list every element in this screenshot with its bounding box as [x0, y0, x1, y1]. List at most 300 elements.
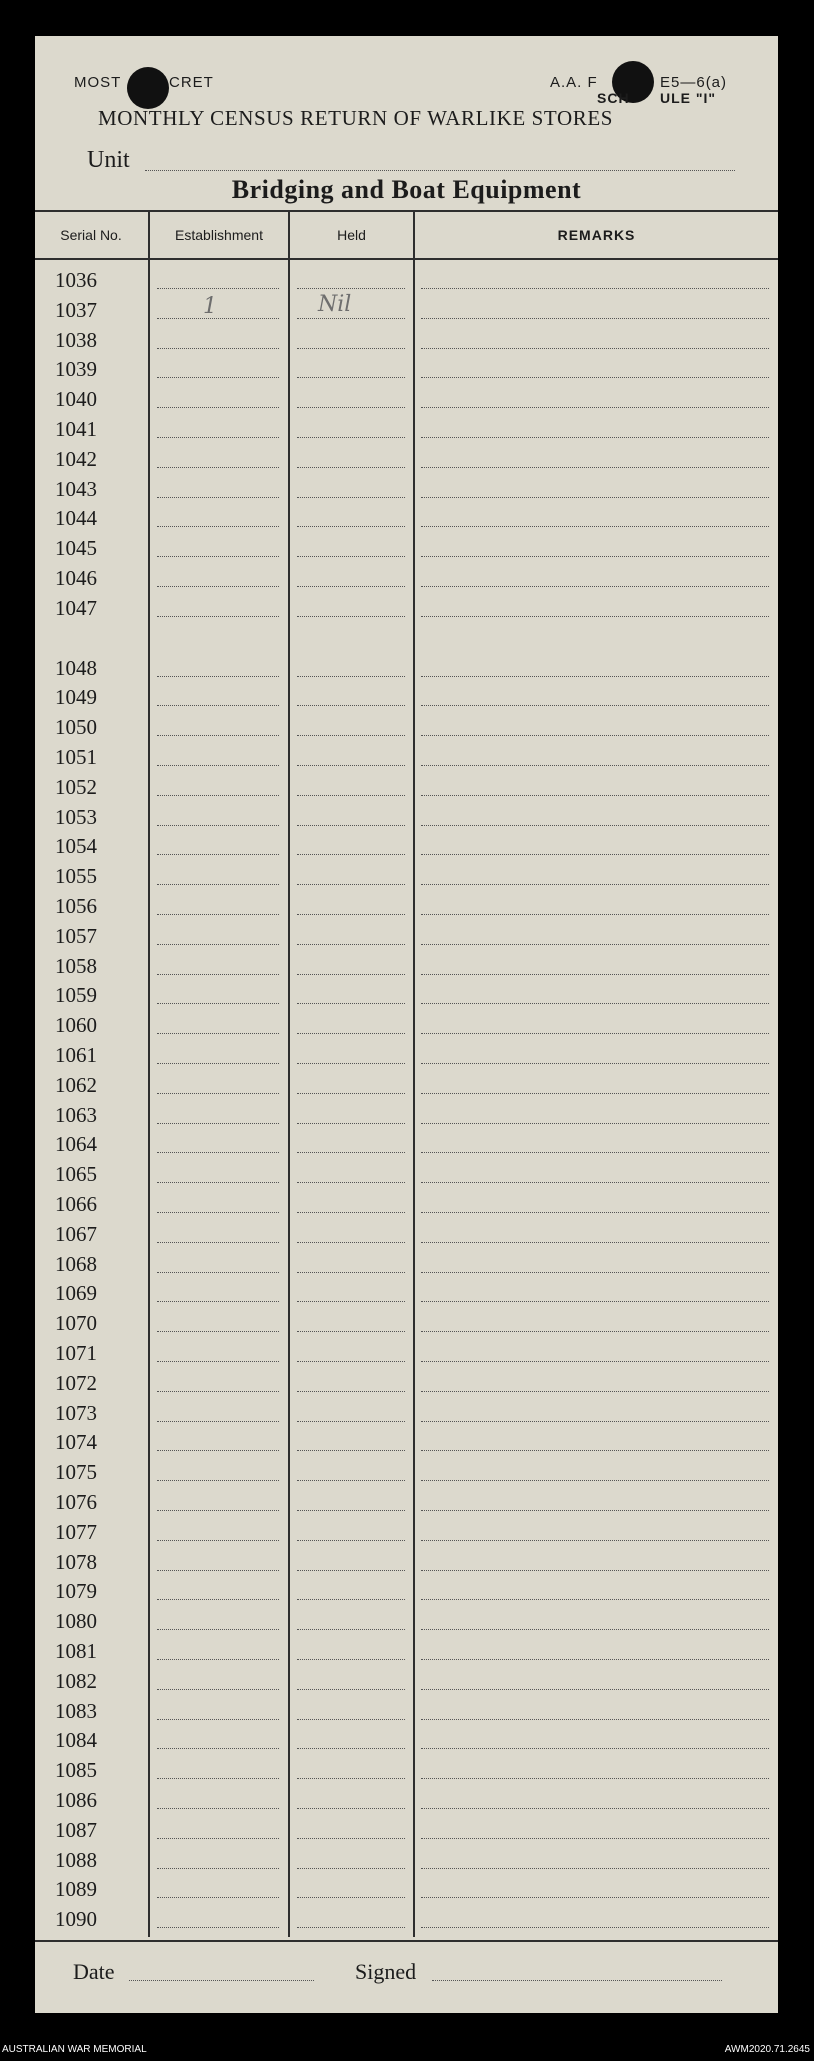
table-row: [35, 924, 778, 954]
establishment-field[interactable]: [157, 884, 279, 885]
serial-number: 1055: [55, 864, 97, 889]
held-field[interactable]: [297, 586, 405, 587]
held-field[interactable]: [297, 1540, 405, 1541]
establishment-field[interactable]: [157, 377, 279, 378]
table-row: [35, 328, 778, 358]
serial-number: 1051: [55, 745, 97, 769]
held-field[interactable]: [297, 1421, 405, 1422]
table-row: [35, 1222, 778, 1252]
held-field[interactable]: [297, 1659, 405, 1660]
serial-number: 1087: [55, 1817, 97, 1842]
remarks-field[interactable]: [421, 914, 769, 915]
table-bottom-rule: [35, 1940, 778, 1942]
held-field[interactable]: [297, 854, 405, 855]
serial-number: 1068: [55, 1251, 97, 1276]
remarks-field[interactable]: [421, 1123, 769, 1124]
serial-number: 1052: [55, 774, 97, 799]
establishment-field[interactable]: [157, 1719, 279, 1720]
serial-number: 1059: [55, 983, 97, 1008]
establishment-field[interactable]: [157, 1510, 279, 1511]
remarks-field[interactable]: [421, 497, 769, 498]
establishment-field[interactable]: [157, 944, 279, 945]
establishment-field[interactable]: [157, 705, 279, 706]
table-row: [35, 805, 778, 835]
serial-number: 1088: [55, 1847, 97, 1872]
held-field[interactable]: [297, 497, 405, 498]
remarks-field[interactable]: [421, 437, 769, 438]
serial-number: 1069: [55, 1281, 97, 1306]
serial-number: 1066: [55, 1192, 97, 1216]
remarks-field[interactable]: [421, 1450, 769, 1451]
remarks-field[interactable]: [421, 1599, 769, 1600]
remarks-field[interactable]: [421, 1927, 769, 1928]
remarks-field[interactable]: [421, 1033, 769, 1034]
held-field[interactable]: [297, 884, 405, 885]
held-field[interactable]: [297, 467, 405, 468]
establishment-field[interactable]: [157, 1748, 279, 1749]
held-field[interactable]: [297, 1331, 405, 1332]
establishment-field[interactable]: [157, 497, 279, 498]
serial-number: 1079: [55, 1579, 97, 1604]
held-field[interactable]: [297, 1152, 405, 1153]
serial-number: 1081: [55, 1639, 97, 1663]
serial-number: 1074: [55, 1430, 97, 1455]
table-row: [35, 894, 778, 924]
establishment-field[interactable]: [157, 1152, 279, 1153]
table-row: [35, 1311, 778, 1341]
caption-right: AWM2020.71.2645: [724, 2044, 810, 2055]
held-field[interactable]: [297, 348, 405, 349]
table-row: [35, 1788, 778, 1818]
column-header-serial: Serial No.: [60, 227, 122, 243]
remarks-field[interactable]: [421, 1480, 769, 1481]
column-header-remarks: REMARKS: [557, 227, 636, 243]
remarks-field[interactable]: [421, 526, 769, 527]
held-field[interactable]: [297, 1897, 405, 1898]
establishment-field[interactable]: [157, 735, 279, 736]
establishment-field[interactable]: [157, 1540, 279, 1541]
table-row: [35, 566, 778, 596]
held-field[interactable]: [297, 705, 405, 706]
held-field[interactable]: [297, 1301, 405, 1302]
held-field[interactable]: [297, 676, 405, 677]
held-field[interactable]: [297, 1599, 405, 1600]
establishment-field[interactable]: [157, 318, 279, 319]
table-row: [35, 1609, 778, 1639]
date-field-line[interactable]: [129, 1980, 314, 1981]
serial-number: 1057: [55, 923, 97, 948]
serial-number: 1072: [55, 1370, 97, 1395]
table-row: [35, 1073, 778, 1103]
remarks-field[interactable]: [421, 616, 769, 617]
table-row: [35, 1192, 778, 1222]
establishment-field[interactable]: [157, 1868, 279, 1869]
held-field[interactable]: [297, 914, 405, 915]
table-row: [35, 1550, 778, 1580]
held-field[interactable]: [297, 735, 405, 736]
held-field[interactable]: [297, 1212, 405, 1213]
table-row: [35, 1281, 778, 1311]
remarks-field[interactable]: [421, 765, 769, 766]
table-row: [35, 1848, 778, 1878]
remarks-field[interactable]: [421, 1748, 769, 1749]
establishment-field[interactable]: [157, 437, 279, 438]
held-field[interactable]: [297, 944, 405, 945]
serial-number: 1086: [55, 1788, 97, 1812]
serial-number: 1042: [55, 446, 97, 471]
table-row: [35, 357, 778, 387]
establishment-field[interactable]: [157, 1421, 279, 1422]
table-row: [35, 685, 778, 715]
table-row: [35, 656, 778, 686]
held-field[interactable]: [297, 1480, 405, 1481]
establishment-field[interactable]: [157, 1212, 279, 1213]
table-row: [35, 1460, 778, 1490]
serial-number: 1056: [55, 894, 97, 918]
held-field[interactable]: [297, 1629, 405, 1630]
form-number-prefix: A.A. F: [550, 74, 598, 91]
serial-number: 1070: [55, 1311, 97, 1336]
remarks-field[interactable]: [421, 944, 769, 945]
serial-number: 1075: [55, 1460, 97, 1485]
serial-number: 1073: [55, 1400, 97, 1425]
held-field[interactable]: [297, 1838, 405, 1839]
establishment-field[interactable]: [157, 1003, 279, 1004]
remarks-field[interactable]: [421, 1391, 769, 1392]
remarks-field[interactable]: [421, 854, 769, 855]
serial-number: 1064: [55, 1132, 97, 1157]
held-field[interactable]: [297, 616, 405, 617]
establishment-field[interactable]: [157, 1093, 279, 1094]
held-field[interactable]: [297, 825, 405, 826]
establishment-field[interactable]: [157, 1361, 279, 1362]
table-row: [35, 1669, 778, 1699]
held-field[interactable]: [297, 1450, 405, 1451]
establishment-field[interactable]: [157, 1629, 279, 1630]
table-row: [35, 1579, 778, 1609]
remarks-field[interactable]: [421, 1689, 769, 1690]
remarks-field[interactable]: [421, 1063, 769, 1064]
table-row: [35, 1728, 778, 1758]
remarks-field[interactable]: [421, 1629, 769, 1630]
table-row: [35, 506, 778, 536]
serial-number: 1080: [55, 1609, 97, 1634]
serial-number: 1078: [55, 1549, 97, 1574]
remarks-field[interactable]: [421, 377, 769, 378]
table-row: [35, 1758, 778, 1788]
held-field[interactable]: [297, 795, 405, 796]
table-row: [35, 1043, 778, 1073]
remarks-field[interactable]: [421, 586, 769, 587]
table-row: [35, 1013, 778, 1043]
serial-number: 1076: [55, 1490, 97, 1514]
remarks-field[interactable]: [421, 1719, 769, 1720]
unit-field-line[interactable]: [145, 170, 735, 171]
table-row: [35, 387, 778, 417]
held-value: Nil: [318, 291, 352, 317]
serial-number: 1090: [55, 1907, 97, 1932]
serial-number: 1067: [55, 1221, 97, 1246]
establishment-field[interactable]: [157, 1331, 279, 1332]
serial-number: 1058: [55, 953, 97, 978]
table-row: [35, 268, 778, 298]
table-row: [35, 291, 778, 328]
held-field[interactable]: [297, 1033, 405, 1034]
remarks-field[interactable]: [421, 1361, 769, 1362]
remarks-field[interactable]: [421, 735, 769, 736]
establishment-field[interactable]: [157, 586, 279, 587]
remarks-field[interactable]: [421, 705, 769, 706]
schedule-suffix: ULE "I": [660, 90, 717, 106]
held-field[interactable]: [297, 318, 405, 319]
establishment-field[interactable]: [157, 765, 279, 766]
held-field[interactable]: [297, 377, 405, 378]
establishment-field[interactable]: [157, 1182, 279, 1183]
punch-hole-left: [127, 67, 169, 109]
serial-number: 1039: [55, 357, 97, 382]
table-row: [35, 1430, 778, 1460]
remarks-field[interactable]: [421, 1808, 769, 1809]
remarks-field[interactable]: [421, 1152, 769, 1153]
held-field[interactable]: [297, 1242, 405, 1243]
remarks-field[interactable]: [421, 1838, 769, 1839]
table-row: [35, 1252, 778, 1282]
serial-number: 1048: [55, 655, 97, 680]
held-field[interactable]: [297, 288, 405, 289]
table-row: [35, 1699, 778, 1729]
table-row: [35, 1639, 778, 1669]
held-field[interactable]: [297, 1808, 405, 1809]
table-row: [35, 1520, 778, 1550]
remarks-field[interactable]: [421, 1778, 769, 1779]
table-row: [35, 745, 778, 775]
serial-number: 1049: [55, 685, 97, 710]
establishment-field[interactable]: [157, 1599, 279, 1600]
establishment-field[interactable]: [157, 1391, 279, 1392]
remarks-field[interactable]: [421, 288, 769, 289]
remarks-field[interactable]: [421, 556, 769, 557]
remarks-field[interactable]: [421, 1242, 769, 1243]
column-header-establishment: Establishment: [175, 227, 263, 243]
serial-number: 1085: [55, 1758, 97, 1783]
establishment-value: 1: [203, 293, 217, 319]
establishment-field[interactable]: [157, 288, 279, 289]
held-field[interactable]: [297, 556, 405, 557]
establishment-field[interactable]: [157, 854, 279, 855]
serial-number: 1040: [55, 387, 97, 412]
establishment-field[interactable]: [157, 1927, 279, 1928]
held-field[interactable]: [297, 1927, 405, 1928]
establishment-field[interactable]: [157, 1242, 279, 1243]
column-header-held: Held: [337, 227, 366, 243]
table-row: [35, 1907, 778, 1937]
table-row: [35, 1132, 778, 1162]
held-field[interactable]: [297, 1570, 405, 1571]
form-number-suffix: E5—6(a): [660, 74, 728, 91]
remarks-field[interactable]: [421, 676, 769, 677]
serial-number: 1041: [55, 417, 97, 441]
table-row: [35, 536, 778, 566]
establishment-field[interactable]: [157, 1778, 279, 1779]
remarks-field[interactable]: [421, 884, 769, 885]
establishment-field[interactable]: [157, 1570, 279, 1571]
held-field[interactable]: [297, 1093, 405, 1094]
remarks-field[interactable]: [421, 1897, 769, 1898]
held-field[interactable]: [297, 1361, 405, 1362]
table-row: [35, 864, 778, 894]
held-field[interactable]: [297, 974, 405, 975]
establishment-field[interactable]: [157, 348, 279, 349]
table-row: [35, 477, 778, 507]
table-header-rule: [35, 258, 778, 260]
serial-number: 1083: [55, 1698, 97, 1723]
remarks-field[interactable]: [421, 467, 769, 468]
table-row: [35, 1103, 778, 1133]
signed-field-line[interactable]: [432, 1980, 722, 1981]
establishment-field[interactable]: [157, 556, 279, 557]
remarks-field[interactable]: [421, 795, 769, 796]
establishment-field[interactable]: [157, 1301, 279, 1302]
serial-number: 1060: [55, 1013, 97, 1038]
establishment-field[interactable]: [157, 1689, 279, 1690]
establishment-field[interactable]: [157, 407, 279, 408]
establishment-field[interactable]: [157, 974, 279, 975]
serial-number: 1043: [55, 476, 97, 501]
table-row: [35, 596, 778, 626]
security-label-left: MOST: [74, 74, 122, 91]
remarks-field[interactable]: [421, 1659, 769, 1660]
table-row: [35, 1162, 778, 1192]
establishment-field[interactable]: [157, 1838, 279, 1839]
table-row: [35, 1401, 778, 1431]
remarks-field[interactable]: [421, 318, 769, 319]
held-field[interactable]: [297, 1003, 405, 1004]
establishment-field[interactable]: [157, 1033, 279, 1034]
establishment-field[interactable]: [157, 795, 279, 796]
serial-number: 1044: [55, 506, 97, 531]
remarks-field[interactable]: [421, 1093, 769, 1094]
table-row: [35, 1490, 778, 1520]
table-row: [35, 983, 778, 1013]
establishment-field[interactable]: [157, 1123, 279, 1124]
remarks-field[interactable]: [421, 1301, 769, 1302]
serial-number: 1082: [55, 1668, 97, 1693]
census-form: [35, 36, 778, 2013]
serial-number: 1054: [55, 834, 97, 859]
security-label-right: CRET: [169, 74, 214, 91]
date-label: Date: [73, 1959, 115, 1984]
form-subtitle: Bridging and Boat Equipment: [231, 175, 582, 204]
held-field[interactable]: [297, 1868, 405, 1869]
remarks-field[interactable]: [421, 1331, 769, 1332]
held-field[interactable]: [297, 1748, 405, 1749]
serial-number: 1062: [55, 1072, 97, 1097]
table-row: [35, 954, 778, 984]
serial-number: 1046: [55, 566, 97, 590]
table-row: [35, 447, 778, 477]
held-field[interactable]: [297, 765, 405, 766]
establishment-field[interactable]: [157, 526, 279, 527]
held-field[interactable]: [297, 1182, 405, 1183]
establishment-field[interactable]: [157, 616, 279, 617]
establishment-field[interactable]: [157, 1063, 279, 1064]
table-row: [35, 775, 778, 805]
remarks-field[interactable]: [421, 1421, 769, 1422]
serial-number: 1089: [55, 1877, 97, 1902]
serial-number: 1065: [55, 1162, 97, 1187]
held-field[interactable]: [297, 1123, 405, 1124]
remarks-field[interactable]: [421, 1003, 769, 1004]
unit-label: Unit: [87, 147, 130, 173]
remarks-field[interactable]: [421, 1868, 769, 1869]
remarks-field[interactable]: [421, 825, 769, 826]
establishment-field[interactable]: [157, 1897, 279, 1898]
held-field[interactable]: [297, 526, 405, 527]
table-row: [35, 1818, 778, 1848]
held-field[interactable]: [297, 1778, 405, 1779]
schedule-prefix: SCH: [597, 90, 630, 106]
serial-number: 1036: [55, 268, 97, 292]
held-field[interactable]: [297, 437, 405, 438]
caption-left: AUSTRALIAN WAR MEMORIAL: [2, 2044, 147, 2055]
serial-number: 1037: [55, 297, 97, 322]
remarks-field[interactable]: [421, 1540, 769, 1541]
table-row: [35, 1371, 778, 1401]
serial-number: 1038: [55, 327, 97, 352]
serial-number: 1063: [55, 1102, 97, 1127]
establishment-field[interactable]: [157, 914, 279, 915]
held-field[interactable]: [297, 1689, 405, 1690]
held-field[interactable]: [297, 1063, 405, 1064]
table-row: [35, 715, 778, 745]
establishment-field[interactable]: [157, 1450, 279, 1451]
establishment-field[interactable]: [157, 467, 279, 468]
remarks-field[interactable]: [421, 348, 769, 349]
remarks-field[interactable]: [421, 1272, 769, 1273]
remarks-field[interactable]: [421, 1570, 769, 1571]
establishment-field[interactable]: [157, 1272, 279, 1273]
held-field[interactable]: [297, 1719, 405, 1720]
signed-label: Signed: [355, 1959, 417, 1984]
held-field[interactable]: [297, 1272, 405, 1273]
remarks-field[interactable]: [421, 1182, 769, 1183]
serial-number: 1045: [55, 536, 97, 561]
remarks-field[interactable]: [421, 1510, 769, 1511]
remarks-field[interactable]: [421, 974, 769, 975]
table-row: [35, 834, 778, 864]
establishment-field[interactable]: [157, 676, 279, 677]
held-field[interactable]: [297, 1391, 405, 1392]
establishment-field[interactable]: [157, 1808, 279, 1809]
table-row: [35, 1877, 778, 1907]
remarks-field[interactable]: [421, 407, 769, 408]
table-row: [35, 417, 778, 447]
serial-number: 1061: [55, 1043, 97, 1067]
establishment-field[interactable]: [157, 1480, 279, 1481]
serial-number: 1077: [55, 1519, 97, 1544]
table-row: [35, 1341, 778, 1371]
table-top-rule: [35, 210, 778, 212]
remarks-field[interactable]: [421, 1212, 769, 1213]
held-field[interactable]: [297, 407, 405, 408]
form-title: MONTHLY CENSUS RETURN OF WARLIKE STORES: [98, 106, 614, 130]
serial-number: 1084: [55, 1728, 97, 1753]
serial-number: 1053: [55, 804, 97, 829]
establishment-field[interactable]: [157, 825, 279, 826]
serial-number: 1071: [55, 1341, 97, 1365]
establishment-field[interactable]: [157, 1659, 279, 1660]
held-field[interactable]: [297, 1510, 405, 1511]
